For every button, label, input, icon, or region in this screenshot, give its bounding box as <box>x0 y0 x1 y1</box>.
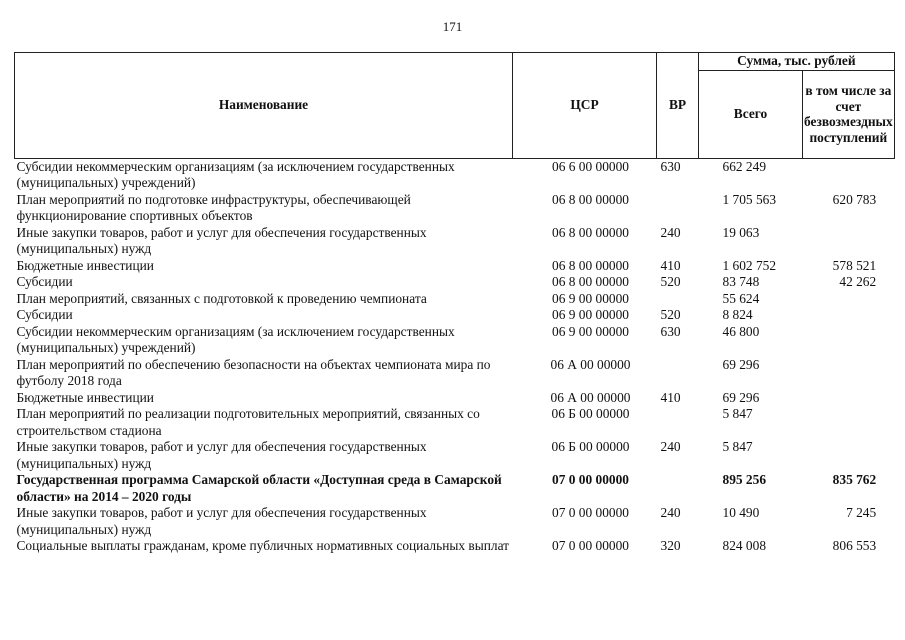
row-free <box>803 324 895 357</box>
row-csr: 06 8 00 00000 <box>552 224 629 240</box>
row-vr <box>657 406 699 439</box>
row-name: План мероприятий по подготовке инфраструктуры, обеспечивающей функционирование спортивных объектов <box>16 191 411 223</box>
table-header <box>15 53 895 159</box>
row-name: Субсидии <box>16 274 73 289</box>
row-csr: 06 Б 00 00000 <box>551 439 630 454</box>
row-name: План мероприятий по реализации подготовительных мероприятий, связанных со строительством стадиона <box>16 406 480 438</box>
table-row <box>15 258 895 275</box>
table-row <box>15 390 895 407</box>
table-row <box>15 225 895 258</box>
row-free <box>803 439 895 472</box>
row-csr: 07 0 00 00000 <box>552 505 629 520</box>
row-name: Субсидии <box>16 307 73 322</box>
row-total: 1 602 752 <box>722 257 777 273</box>
table-row <box>15 274 895 291</box>
row-name: Государственная программа Самарской области «Доступная среда в Самарской области» на 2014 – 2020 годы <box>16 472 502 504</box>
row-total: 662 249 <box>722 158 767 174</box>
row-total: 824 008 <box>722 538 767 553</box>
row-total: 83 748 <box>722 274 760 289</box>
row-total: 69 296 <box>722 389 760 405</box>
row-free <box>803 390 895 407</box>
row-vr: 520 <box>660 274 681 289</box>
row-name: План мероприятий по обеспечению безопасности на объектах чемпионата мира по футболу 2018 года <box>16 356 491 388</box>
row-csr: 06 9 00 00000 <box>552 307 629 322</box>
row-total: 46 800 <box>722 323 760 339</box>
row-free: 578 521 <box>832 257 877 273</box>
row-free: 620 783 <box>832 191 877 207</box>
table-body <box>15 158 895 555</box>
table-row <box>15 357 895 390</box>
header-vr: ВР <box>657 53 699 159</box>
row-csr: 06 9 00 00000 <box>552 290 629 306</box>
row-total: 69 296 <box>722 356 760 372</box>
row-csr: 06 А 00 00000 <box>550 389 631 405</box>
row-vr: 240 <box>660 505 681 520</box>
row-csr: 06 9 00 00000 <box>552 323 629 339</box>
row-vr <box>657 192 699 225</box>
row-vr: 410 <box>660 389 681 405</box>
row-total: 1 705 563 <box>722 191 777 207</box>
row-vr: 320 <box>660 538 681 553</box>
header-free: в том числе за счет безвозмездных поступлений <box>803 70 895 158</box>
row-name: Субсидии некоммерческим организациям (за исключением государственных (муниципальных) учреждений) <box>16 323 455 355</box>
row-vr <box>657 357 699 390</box>
page-number: 171 <box>442 19 463 34</box>
row-total: 10 490 <box>722 505 760 520</box>
row-vr <box>657 472 699 505</box>
row-total: 19 063 <box>722 224 760 240</box>
table-row <box>15 324 895 357</box>
row-vr: 410 <box>660 257 681 273</box>
row-csr: 06 6 00 00000 <box>552 158 629 174</box>
row-vr: 240 <box>660 224 681 240</box>
row-csr: 07 0 00 00000 <box>552 538 629 553</box>
table-row <box>15 472 895 505</box>
row-vr: 630 <box>660 323 681 339</box>
row-csr: 06 8 00 00000 <box>552 257 629 273</box>
table-row <box>15 291 895 308</box>
row-free: 42 262 <box>839 274 877 289</box>
table-row <box>15 307 895 324</box>
row-free <box>803 158 895 192</box>
row-total: 5 847 <box>722 439 753 454</box>
row-free <box>803 291 895 308</box>
row-name: Иные закупки товаров, работ и услуг для обеспечения государственных (муниципальных) нужд <box>16 439 427 471</box>
row-name: Субсидии некоммерческим организациям (за исключением государственных (муниципальных) учреждений) <box>16 158 455 190</box>
row-vr: 630 <box>660 158 681 174</box>
header-name: Наименование <box>15 53 513 159</box>
row-csr: 07 0 00 00000 <box>552 472 629 487</box>
row-vr: 240 <box>660 439 681 454</box>
row-name: Бюджетные инвестиции <box>16 389 154 405</box>
table-row <box>15 538 895 555</box>
row-csr: 06 8 00 00000 <box>552 191 629 207</box>
row-free <box>803 307 895 324</box>
table-row <box>15 158 895 192</box>
table-row <box>15 505 895 538</box>
row-vr: 520 <box>660 307 681 322</box>
row-csr: 06 А 00 00000 <box>550 356 631 372</box>
row-free <box>803 406 895 439</box>
table-row <box>15 192 895 225</box>
row-name: Социальные выплаты гражданам, кроме публичных нормативных социальных выплат <box>16 538 510 553</box>
row-name: Иные закупки товаров, работ и услуг для обеспечения государственных (муниципальных) нужд <box>16 224 427 256</box>
row-total: 895 256 <box>722 472 767 487</box>
table-row <box>15 406 895 439</box>
budget-table <box>14 52 895 555</box>
header-csr: ЦСР <box>513 53 657 159</box>
row-name: Бюджетные инвестиции <box>16 257 154 273</box>
header-sum-group: Сумма, тыс. рублей <box>699 53 895 71</box>
row-free <box>803 225 895 258</box>
row-vr <box>657 291 699 308</box>
row-free <box>803 357 895 390</box>
row-total: 8 824 <box>722 307 753 322</box>
row-total: 5 847 <box>722 406 753 421</box>
row-csr: 06 Б 00 00000 <box>551 406 630 421</box>
row-csr: 06 8 00 00000 <box>552 274 629 289</box>
row-free: 7 245 <box>846 505 877 520</box>
row-name: Иные закупки товаров, работ и услуг для обеспечения государственных (муниципальных) нужд <box>16 505 427 537</box>
row-name: План мероприятий, связанных с подготовкой к проведению чемпионата <box>16 290 427 306</box>
row-free: 835 762 <box>832 472 877 487</box>
row-total: 55 624 <box>722 290 760 306</box>
header-total: Всего <box>699 70 803 158</box>
row-free: 806 553 <box>832 538 877 553</box>
table-row <box>15 439 895 472</box>
